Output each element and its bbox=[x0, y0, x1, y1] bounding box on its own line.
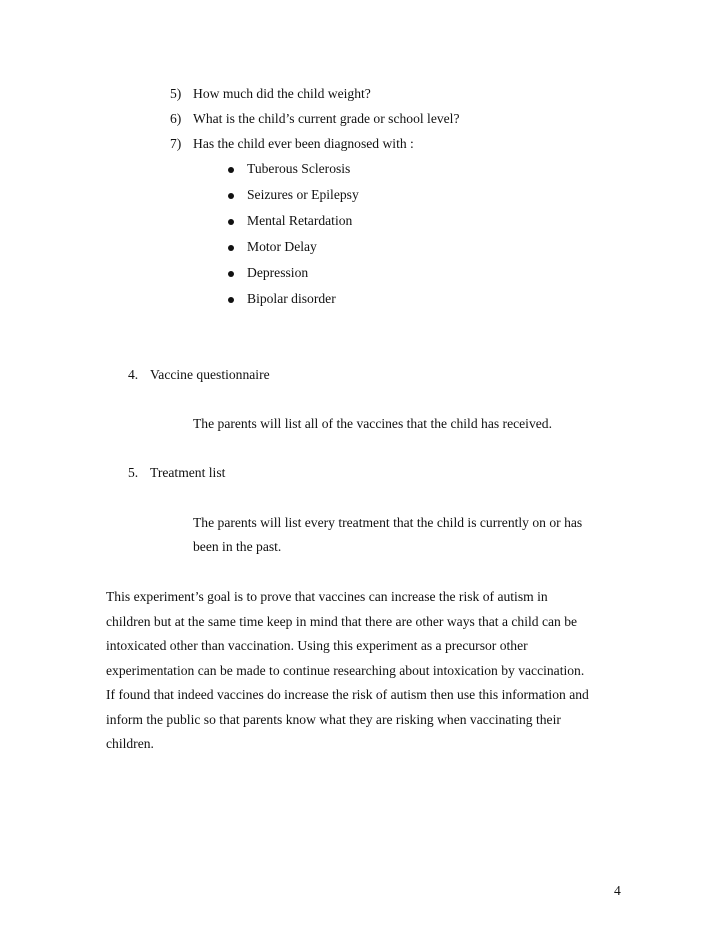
section-number: 4. bbox=[128, 367, 139, 382]
paragraph-line: If found that indeed vaccines do increase the risk of autism then use this information and bbox=[106, 687, 589, 702]
section-number: 5. bbox=[128, 465, 139, 480]
paragraph-line: inform the public so that parents know what they are risking when vaccinating their bbox=[106, 711, 561, 727]
paragraph-line: children but at the same time keep in mind that there are other ways that a child can be bbox=[106, 613, 578, 629]
bullet-icon bbox=[228, 219, 234, 225]
diagnosis-item: Mental Retardation bbox=[247, 213, 353, 228]
bullet-icon bbox=[228, 167, 234, 173]
section-body-line: been in the past. bbox=[193, 539, 282, 554]
diagnosis-item: Bipolar disorder bbox=[247, 291, 336, 306]
bullet-icon bbox=[228, 193, 234, 199]
diagnosis-item: Motor Delay bbox=[247, 239, 317, 254]
bullet-icon bbox=[228, 245, 234, 251]
paragraph-line: intoxicated other than vaccination. Using this experiment as a precursor other bbox=[106, 638, 528, 653]
subquestion-text: Has the child ever been diagnosed with : bbox=[193, 136, 414, 151]
subquestion-number: 5) bbox=[170, 86, 182, 101]
section-body: The parents will list all of the vaccines that the child has received. bbox=[193, 416, 552, 431]
subquestion-number: 6) bbox=[170, 111, 182, 126]
subquestion-number: 7) bbox=[170, 136, 182, 151]
section-body-line: The parents will list every treatment that the child is currently on or has bbox=[193, 515, 583, 530]
diagnosis-item: Depression bbox=[247, 265, 309, 280]
bullet-icon bbox=[228, 297, 234, 303]
section-title: Treatment list bbox=[150, 465, 226, 480]
diagnosis-item: Tuberous Sclerosis bbox=[247, 161, 351, 176]
paragraph-line: children. bbox=[106, 736, 154, 751]
paragraph-line: This experiment’s goal is to prove that vaccines can increase the risk of autism in bbox=[106, 589, 548, 604]
section-title: Vaccine questionnaire bbox=[150, 367, 270, 382]
bullet-icon bbox=[228, 271, 234, 277]
conclusion-paragraph bbox=[106, 585, 626, 757]
subquestion-text: How much did the child weight? bbox=[193, 86, 371, 101]
page-number: 4 bbox=[614, 883, 621, 898]
paragraph-line: experimentation can be made to continue researching about intoxication by vaccination. bbox=[106, 662, 585, 678]
diagnosis-item: Seizures or Epilepsy bbox=[247, 187, 359, 202]
subquestion-text: What is the child’s current grade or school level? bbox=[193, 111, 460, 126]
